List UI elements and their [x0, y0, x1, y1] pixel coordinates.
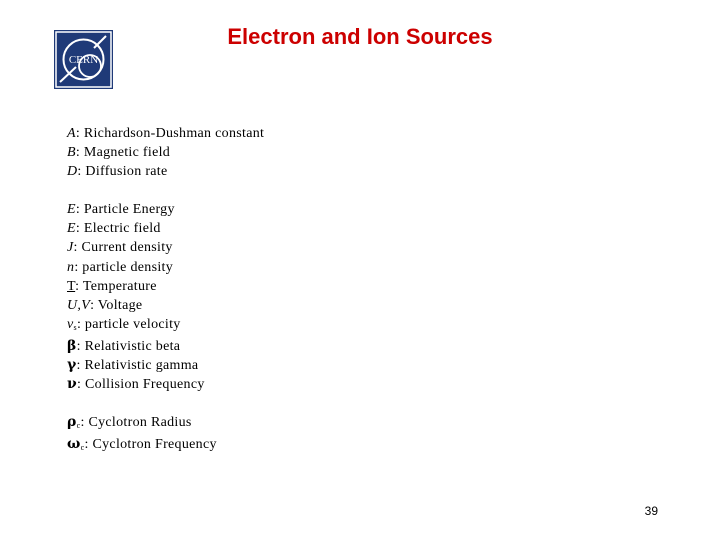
glossary-item-b: B: Magnetic field: [67, 145, 171, 161]
glossary-item-nu: ν: Collision Frequency: [67, 376, 205, 393]
glossary-item-n: n: particle density: [67, 259, 174, 275]
glossary-item-beta: β: Relativistic beta: [67, 337, 181, 354]
glossary-item-e-energy: E: Particle Energy: [67, 202, 175, 218]
symbol-glossary: [67, 124, 264, 457]
glossary-item-v: $v_s$: particle velocity: [67, 316, 181, 332]
glossary-item-d: D: Diffusion rate: [67, 164, 168, 180]
page-number: 39: [644, 504, 658, 518]
glossary-item-omega: $\omega_c$: Cyclotron Frequency: [67, 436, 217, 453]
glossary-item-e-field: E: Electric field: [67, 221, 161, 237]
glossary-item-gamma: γ: Relativistic gamma: [67, 357, 199, 374]
glossary-item-t: T: Temperature: [67, 278, 157, 294]
logo-text: CERN: [68, 54, 99, 66]
glossary-item-uv: U,V: Voltage: [67, 297, 143, 313]
slide-title: Electron and Ion Sources: [227, 24, 493, 49]
glossary-item-rho: $\rho_c$: Cyclotron Radius: [67, 414, 192, 431]
glossary-item-j: J: Current density: [67, 240, 173, 256]
glossary-item-a: A: Richardson-Dushman constant: [67, 126, 265, 141]
